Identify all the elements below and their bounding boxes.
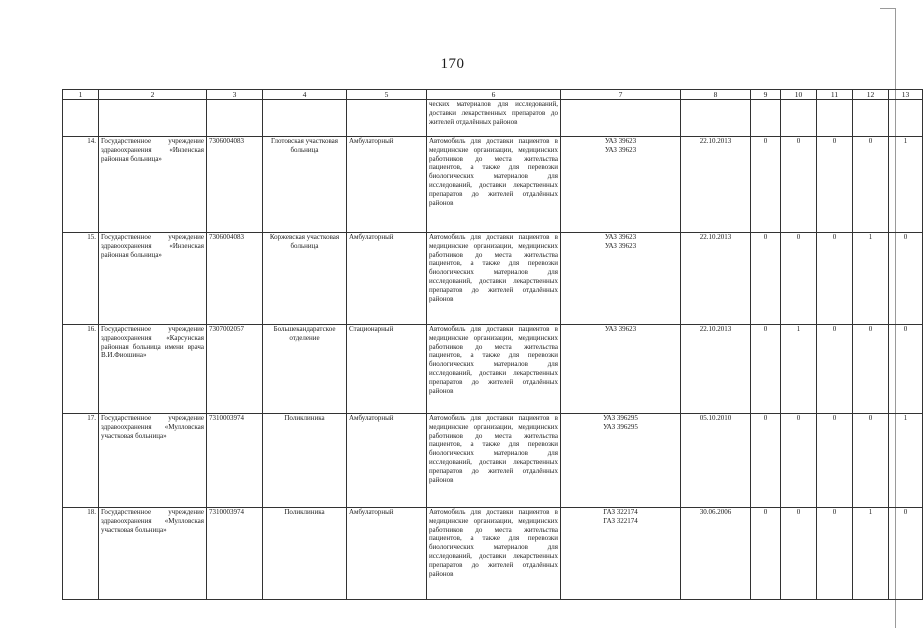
row-number: 18. bbox=[63, 508, 99, 600]
value-col-12: 1 bbox=[853, 508, 889, 600]
value-col-11: 0 bbox=[817, 325, 853, 414]
vehicle-model: УАЗ 39623 bbox=[604, 137, 637, 145]
cell bbox=[751, 100, 781, 137]
care-type: Амбулаторный bbox=[347, 508, 427, 600]
value-col-12: 0 bbox=[853, 325, 889, 414]
organization-name: Государственное учреждение здравоохранения «Инзенская районная больница» bbox=[99, 137, 207, 233]
vehicle-models bbox=[561, 233, 681, 325]
inn-code: 7310003974 bbox=[207, 508, 263, 600]
organization-name: Государственное учреждение здравоохранения «Инзенская районная больница» bbox=[99, 233, 207, 325]
carryover-purpose: ческих материалов для исследований, доставки лекарственных препаратов до жителей отдалённых районов bbox=[427, 100, 561, 137]
care-type: Амбулаторный bbox=[347, 137, 427, 233]
vehicle-models bbox=[561, 508, 681, 600]
value-col-12: 0 bbox=[853, 137, 889, 233]
cell bbox=[99, 100, 207, 137]
value-col-11: 0 bbox=[817, 414, 853, 508]
value-col-13: 0 bbox=[889, 325, 923, 414]
carryover-row bbox=[63, 100, 923, 137]
value-col-13: 1 bbox=[889, 137, 923, 233]
vehicle-model: УАЗ 39623 bbox=[604, 233, 637, 241]
vehicle-model: ГАЗ 322174 bbox=[603, 508, 638, 516]
table-row bbox=[63, 508, 923, 600]
value-col-13: 0 bbox=[889, 233, 923, 325]
vehicle-model: ГАЗ 322174 bbox=[603, 516, 638, 525]
value-col-11: 0 bbox=[817, 137, 853, 233]
column-number-9: 9 bbox=[751, 90, 781, 100]
inn-code: 7307002057 bbox=[207, 325, 263, 414]
vehicle-model: УАЗ 396295 bbox=[603, 414, 638, 422]
subdivision-name: Глотовская участковая больница bbox=[263, 137, 347, 233]
care-type: Стационарный bbox=[347, 325, 427, 414]
vehicle-model: УАЗ 39623 bbox=[604, 325, 637, 333]
column-number-6: 6 bbox=[427, 90, 561, 100]
organization-name: Государственное учреждение здравоохранения «Мулловская участковая больница» bbox=[99, 414, 207, 508]
registration-date: 22.10.2013 bbox=[681, 325, 751, 414]
care-type: Амбулаторный bbox=[347, 414, 427, 508]
organization-name: Государственное учреждение здравоохранения «Карсунская районная больница имени врача В.И.Фиошина» bbox=[99, 325, 207, 414]
value-col-10: 1 bbox=[781, 325, 817, 414]
value-col-9: 0 bbox=[751, 508, 781, 600]
vehicle-purpose: Автомобиль для доставки пациентов в медицинские организации, медицинских работников до места жительства пациентов, а также для перевозки биологических материалов для исследований, доставки лекарственных препаратов до жителей отдалённых районов bbox=[427, 414, 561, 508]
column-number-4: 4 bbox=[263, 90, 347, 100]
cell bbox=[853, 100, 889, 137]
subdivision-name: Поликлиника bbox=[263, 414, 347, 508]
inn-code: 7310003974 bbox=[207, 414, 263, 508]
value-col-12: 0 bbox=[853, 414, 889, 508]
value-col-10: 0 bbox=[781, 137, 817, 233]
subdivision-name: Большекандаратское отделение bbox=[263, 325, 347, 414]
column-number-5: 5 bbox=[347, 90, 427, 100]
cell bbox=[561, 100, 681, 137]
row-number: 16. bbox=[63, 325, 99, 414]
table-row bbox=[63, 414, 923, 508]
registration-date: 30.06.2006 bbox=[681, 508, 751, 600]
vehicle-model: УАЗ 396295 bbox=[603, 422, 638, 431]
cell bbox=[263, 100, 347, 137]
column-number-10: 10 bbox=[781, 90, 817, 100]
vehicle-register-table bbox=[62, 89, 923, 600]
value-col-10: 0 bbox=[781, 414, 817, 508]
care-type: Амбулаторный bbox=[347, 233, 427, 325]
cell bbox=[347, 100, 427, 137]
value-col-10: 0 bbox=[781, 233, 817, 325]
subdivision-name: Коржевская участковая больница bbox=[263, 233, 347, 325]
column-number-12: 12 bbox=[853, 90, 889, 100]
page-number: 170 bbox=[440, 56, 465, 72]
cell bbox=[781, 100, 817, 137]
table-row bbox=[63, 325, 923, 414]
inn-code: 7306004083 bbox=[207, 233, 263, 325]
row-number: 17. bbox=[63, 414, 99, 508]
registration-date: 22.10.2013 bbox=[681, 233, 751, 325]
value-col-12: 1 bbox=[853, 233, 889, 325]
inn-code: 7306004083 bbox=[207, 137, 263, 233]
value-col-9: 0 bbox=[751, 233, 781, 325]
registration-date: 22.10.2013 bbox=[681, 137, 751, 233]
vehicle-models bbox=[561, 414, 681, 508]
column-number-2: 2 bbox=[99, 90, 207, 100]
value-col-9: 0 bbox=[751, 325, 781, 414]
column-number-11: 11 bbox=[817, 90, 853, 100]
vehicle-purpose: Автомобиль для доставки пациентов в медицинские организации, медицинских работников до места жительства пациентов, а также для перевозки биологических материалов для исследований, доставки лекарственных препаратов до жителей отдалённых районов bbox=[427, 137, 561, 233]
vehicle-model: УАЗ 39623 bbox=[604, 145, 637, 154]
scan-edge-top bbox=[880, 8, 895, 9]
vehicle-purpose: Автомобиль для доставки пациентов в медицинские организации, медицинских работников до места жительства пациентов, а также для перевозки биологических материалов для исследований, доставки лекарственных препаратов до жителей отдалённых районов bbox=[427, 233, 561, 325]
value-col-9: 0 bbox=[751, 137, 781, 233]
vehicle-models bbox=[561, 137, 681, 233]
organization-name: Государственное учреждение здравоохранения «Мулловская участковая больница» bbox=[99, 508, 207, 600]
value-col-11: 0 bbox=[817, 233, 853, 325]
cell bbox=[63, 100, 99, 137]
value-col-9: 0 bbox=[751, 414, 781, 508]
vehicle-purpose: Автомобиль для доставки пациентов в медицинские организации, медицинских работников до места жительства пациентов, а также для перевозки биологических материалов для исследований, доставки лекарственных препаратов до жителей отдалённых районов bbox=[427, 508, 561, 600]
value-col-13: 1 bbox=[889, 414, 923, 508]
column-number-1: 1 bbox=[63, 90, 99, 100]
vehicle-purpose: Автомобиль для доставки пациентов в медицинские организации, медицинских работников до места жительства пациентов, а также для перевозки биологических материалов для исследований, доставки лекарственных препаратов до жителей отдалённых районов bbox=[427, 325, 561, 414]
cell bbox=[817, 100, 853, 137]
cell bbox=[681, 100, 751, 137]
cell bbox=[207, 100, 263, 137]
column-number-7: 7 bbox=[561, 90, 681, 100]
value-col-10: 0 bbox=[781, 508, 817, 600]
value-col-13: 0 bbox=[889, 508, 923, 600]
subdivision-name: Поликлиника bbox=[263, 508, 347, 600]
column-number-3: 3 bbox=[207, 90, 263, 100]
cell bbox=[889, 100, 923, 137]
vehicle-model: УАЗ 39623 bbox=[604, 241, 637, 250]
column-number-row bbox=[63, 90, 923, 100]
row-number: 15. bbox=[63, 233, 99, 325]
table-row bbox=[63, 233, 923, 325]
row-number: 14. bbox=[63, 137, 99, 233]
column-number-8: 8 bbox=[681, 90, 751, 100]
column-number-13: 13 bbox=[889, 90, 923, 100]
registration-date: 05.10.2010 bbox=[681, 414, 751, 508]
value-col-11: 0 bbox=[817, 508, 853, 600]
table-row bbox=[63, 137, 923, 233]
vehicle-models bbox=[561, 325, 681, 414]
